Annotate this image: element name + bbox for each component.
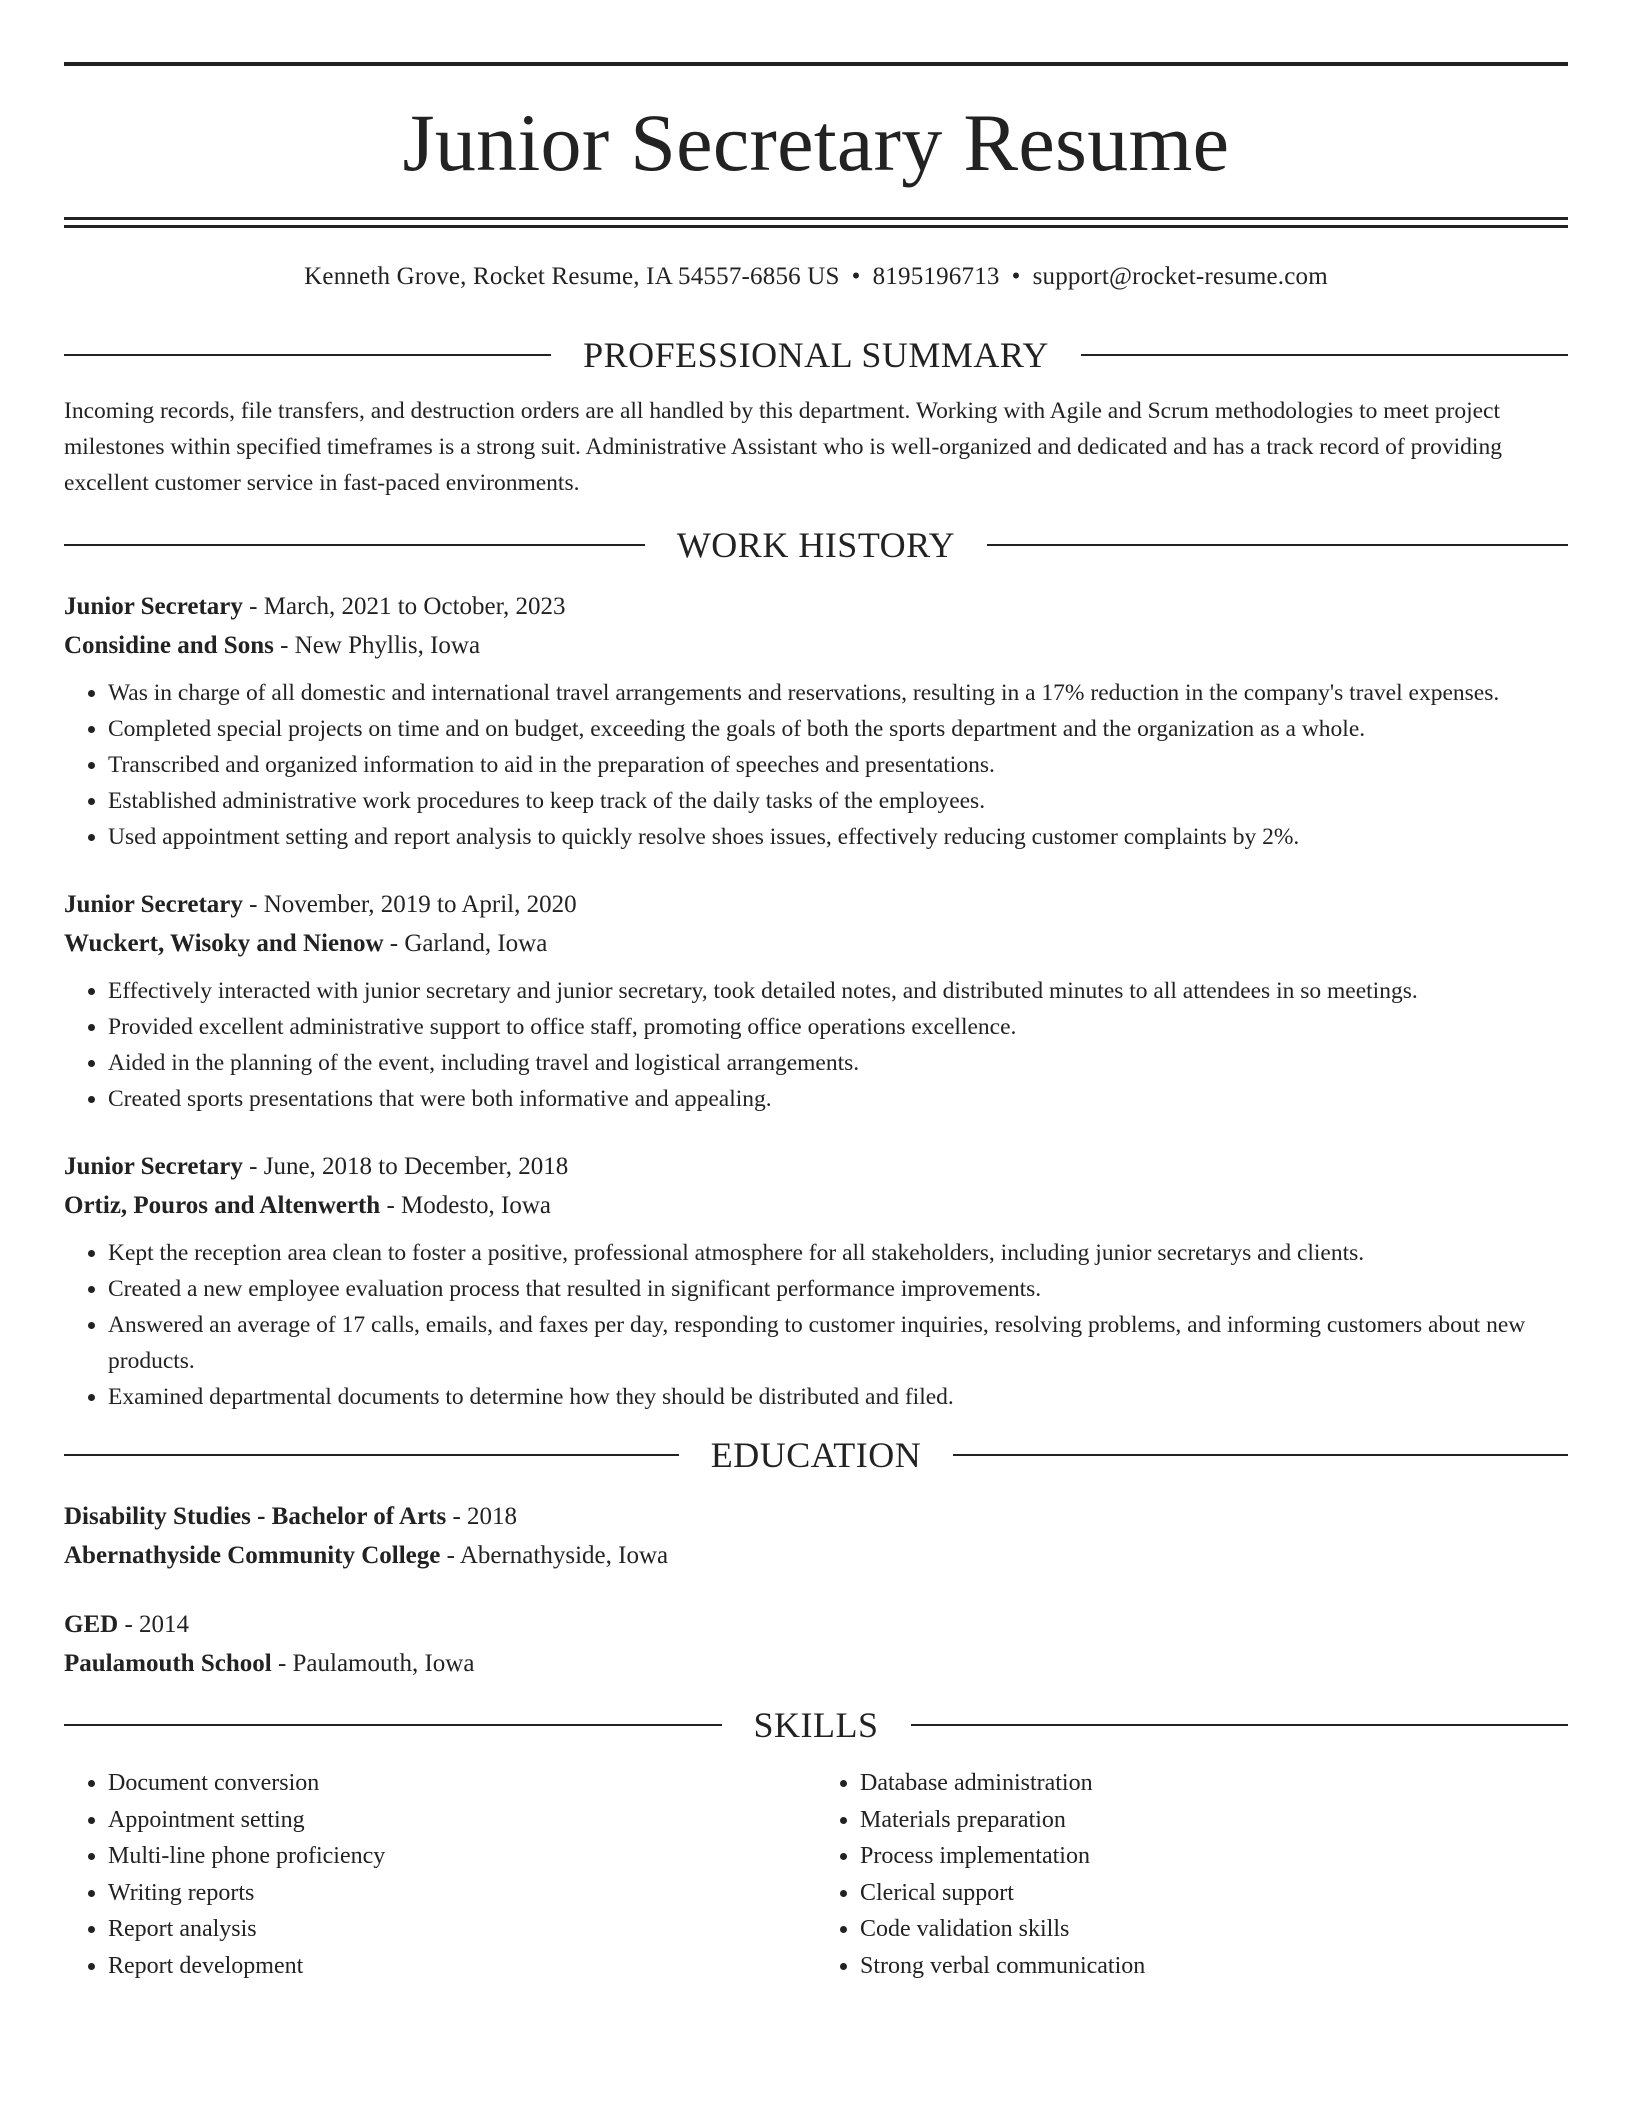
resume-title: Junior Secretary Resume (402, 97, 1230, 188)
education-school-line (64, 1536, 1568, 1575)
skill-item: • Process implementation (860, 1838, 1568, 1875)
skill-item: • Strong verbal communication (860, 1948, 1568, 1985)
job-bullet: • Used appointment setting and report analysis to quickly resolve shoes issues, effectively reducing customer complaints by 2%. (108, 819, 1568, 855)
job-bullet: • Examined departmental documents to determine how they should be distributed and filed. (108, 1379, 1568, 1415)
education-year: - 2014 (118, 1611, 190, 1638)
education-degree-line (64, 1497, 1568, 1536)
job-dates: - June, 2018 to December, 2018 (242, 1153, 569, 1180)
skills-heading-label: SKILLS (753, 1705, 879, 1745)
job-company-line (64, 924, 1568, 963)
skills-column-right (816, 1765, 1568, 1984)
job-company: Ortiz, Pouros and Altenwerth (64, 1192, 381, 1219)
skill-item: • Database administration (860, 1765, 1568, 1802)
skill-item: • Report development (108, 1948, 816, 1985)
job-bullet: • Transcribed and organized information to aid in the preparation of speeches and presentations. (108, 747, 1568, 783)
job-bullet: • Created sports presentations that were both informative and appealing. (108, 1081, 1568, 1117)
job-company-line (64, 1186, 1568, 1225)
job-bullets (64, 1235, 1568, 1415)
job-dates: - March, 2021 to October, 2023 (242, 593, 566, 620)
job-entry (64, 885, 1568, 1117)
job-bullet: • Provided excellent administrative support to office staff, promoting office operations excellence. (108, 1009, 1568, 1045)
job-bullet: • Was in charge of all domestic and international travel arrangements and reservations, resulting in a 17% reduction in the company's travel expenses. (108, 675, 1568, 711)
job-bullets (64, 675, 1568, 855)
job-bullet: • Effectively interacted with junior secretary and junior secretary, took detailed notes, and distributed minutes to all attendees in so meetings. (108, 973, 1568, 1009)
skill-item: • Materials preparation (860, 1802, 1568, 1839)
job-location: - Garland, Iowa (383, 930, 548, 957)
skill-item: • Code validation skills (860, 1911, 1568, 1948)
job-location: - Modesto, Iowa (380, 1192, 551, 1219)
job-title-line (64, 885, 1568, 924)
education-location: - Paulamouth, Iowa (271, 1650, 475, 1677)
job-title: Junior Secretary (64, 1153, 243, 1180)
education-school: Paulamouth School (64, 1650, 272, 1677)
education-heading (64, 1437, 1568, 1473)
job-bullets (64, 973, 1568, 1117)
summary-text: Incoming records, file transfers, and destruction orders are all handled by this department. Working with Agile and Scrum methodologies to meet project milestones within specified timeframes is a strong suit. Administrative Assistant who is well-organized and dedicated and has a track record of providing excellent customer service in fast-paced environments. (64, 398, 1502, 496)
education-entry (64, 1497, 1568, 1575)
job-company: Wuckert, Wisoky and Nienow (64, 930, 384, 957)
contact-email: support@rocket-resume.com (1032, 263, 1328, 290)
top-rule (64, 62, 1568, 66)
job-dates: - November, 2019 to April, 2020 (242, 891, 577, 918)
contact-line (64, 264, 1568, 289)
job-title-line (64, 1147, 1568, 1186)
job-location: - New Phyllis, Iowa (273, 632, 481, 659)
job-title: Junior Secretary (64, 891, 243, 918)
summary-heading-label: PROFESSIONAL SUMMARY (583, 335, 1049, 375)
skill-item: • Multi-line phone proficiency (108, 1838, 816, 1875)
education-degree-line (64, 1605, 1568, 1644)
contact-phone: 8195196713 (872, 263, 1000, 290)
education-degree: Disability Studies - Bachelor of Arts (64, 1503, 447, 1530)
education-heading-label: EDUCATION (710, 1435, 922, 1475)
job-title-line (64, 587, 1568, 626)
job-bullet: • Established administrative work procedures to keep track of the daily tasks of the employees. (108, 783, 1568, 819)
job-entry (64, 587, 1568, 855)
job-bullet: • Kept the reception area clean to foster a positive, professional atmosphere for all stakeholders, including junior secretarys and clients. (108, 1235, 1568, 1271)
education-location: - Abernathyside, Iowa (440, 1542, 669, 1569)
skill-item: • Writing reports (108, 1875, 816, 1912)
skills-grid (64, 1765, 1568, 1984)
job-bullet: • Answered an average of 17 calls, emails, and faxes per day, responding to customer inquiries, resolving problems, and informing customers about new products. (108, 1307, 1568, 1379)
skill-item: • Document conversion (108, 1765, 816, 1802)
education-degree: GED (64, 1611, 119, 1638)
education-school: Abernathyside Community College (64, 1542, 441, 1569)
summary-heading (64, 337, 1568, 373)
skills-heading (64, 1707, 1568, 1743)
job-title: Junior Secretary (64, 593, 243, 620)
job-company: Considine and Sons (64, 632, 274, 659)
work-history-heading (64, 527, 1568, 563)
job-entry (64, 1147, 1568, 1415)
title-double-rule (64, 217, 1568, 228)
education-entry (64, 1605, 1568, 1683)
education-year: - 2018 (446, 1503, 518, 1530)
skills-column-left (64, 1765, 816, 1984)
job-bullet: • Completed special projects on time and on budget, exceeding the goals of both the sports department and the organization as a whole. (108, 711, 1568, 747)
education-school-line (64, 1644, 1568, 1683)
contact-address: Kenneth Grove, Rocket Resume, IA 54557-6856 US (304, 263, 840, 290)
skill-item: • Report analysis (108, 1911, 816, 1948)
contact-separator: • (851, 263, 861, 290)
skill-item: • Appointment setting (108, 1802, 816, 1839)
job-bullet: • Created a new employee evaluation process that resulted in significant performance improvements. (108, 1271, 1568, 1307)
contact-separator: • (1011, 263, 1021, 290)
work-history-heading-label: WORK HISTORY (676, 525, 956, 565)
job-bullet: • Aided in the planning of the event, including travel and logistical arrangements. (108, 1045, 1568, 1081)
skill-item: • Clerical support (860, 1875, 1568, 1912)
job-company-line (64, 626, 1568, 665)
